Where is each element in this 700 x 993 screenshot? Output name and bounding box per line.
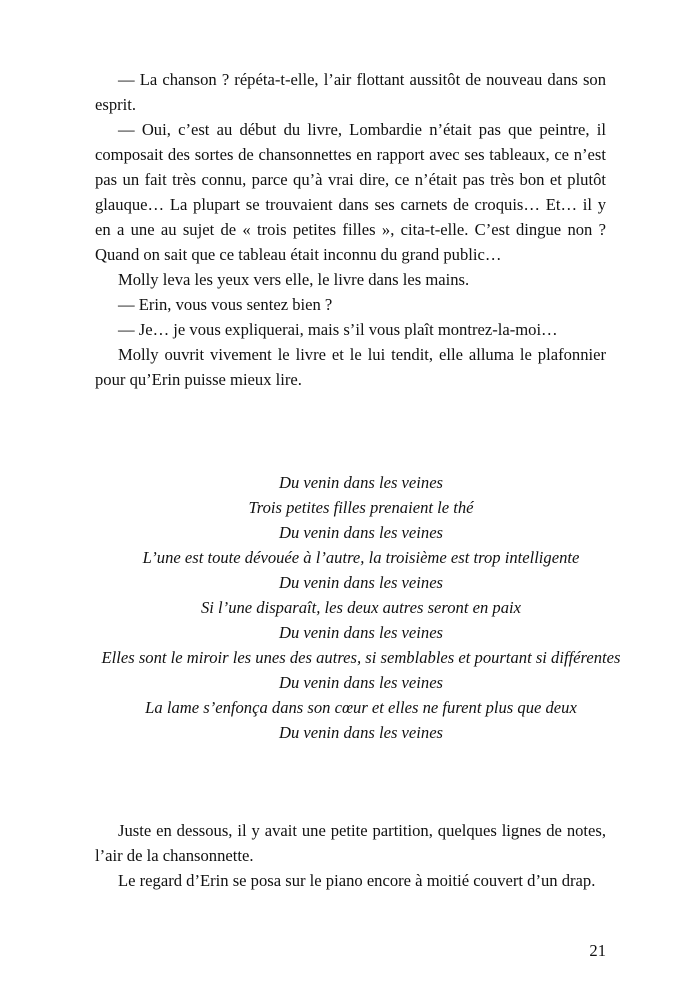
prose-block-top [95, 67, 606, 392]
paragraph: — Oui, c’est au début du livre, Lombardie n’était pas que peintre, il composait des sortes de chansonnettes en rapport avec ses tableaux, ce n’est pas un fait très connu, parce qu’à vrai dire, ce n’était pas très bon et plutôt glauque… La plupart se trouvaient dans ses carnets de croquis… Et… il y en a une au sujet de « trois petites filles », cita-t-elle. C’est dingue non ? Quand on sait que ce tableau était inconnu du grand public… [95, 120, 606, 264]
poem-line: Du venin dans les veines [278, 573, 444, 592]
page-number: 21 [589, 941, 606, 960]
paragraph: — Erin, vous vous sentez bien ? [118, 295, 333, 314]
poem-line: Du venin dans les veines [278, 673, 444, 692]
paragraph: — Je… je vous expliquerai, mais s’il vous plaît montrez-la-moi… [118, 320, 558, 339]
paragraph: — La chanson ? répéta-t-elle, l’air flottant aussitôt de nouveau dans son esprit. [95, 70, 606, 114]
paragraph: Molly ouvrit vivement le livre et le lui tendit, elle alluma le plafonnier pour qu’Erin puisse mieux lire. [95, 345, 606, 389]
poem-line: Elles sont le miroir les unes des autres, si semblables et pourtant si différentes [101, 648, 621, 667]
prose-block-bottom [95, 818, 606, 893]
song-lyrics [95, 470, 627, 745]
poem-line: Si l’une disparaît, les deux autres seront en paix [201, 598, 521, 617]
paragraph: Juste en dessous, il y avait une petite partition, quelques lignes de notes, l’air de la chansonnette. [95, 821, 606, 865]
poem-line: Du venin dans les veines [278, 723, 444, 742]
poem-line: Du venin dans les veines [278, 623, 444, 642]
poem-line: Trois petites filles prenaient le thé [248, 498, 474, 517]
paragraph: Molly leva les yeux vers elle, le livre dans les mains. [118, 270, 470, 289]
paragraph: Le regard d’Erin se posa sur le piano encore à moitié couvert d’un drap. [118, 871, 596, 890]
poem-line: Du venin dans les veines [278, 523, 444, 542]
poem-line: Du venin dans les veines [278, 473, 444, 492]
poem-line: La lame s’enfonça dans son cœur et elles ne furent plus que deux [145, 698, 577, 717]
poem-line: L’une est toute dévouée à l’autre, la troisième est trop intelligente [142, 548, 580, 567]
